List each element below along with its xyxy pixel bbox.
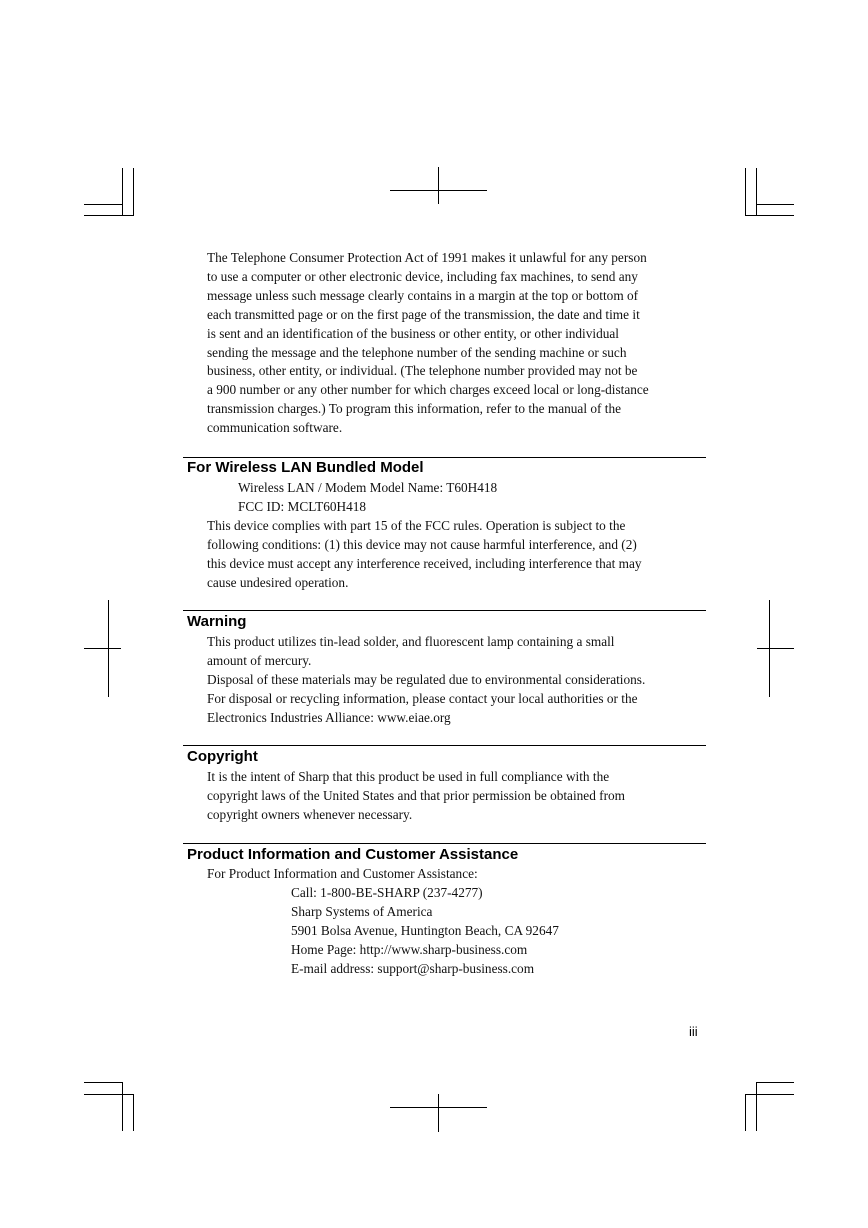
paragraph-line: business, other entity, or individual. (The telephone number provided may not be xyxy=(207,363,638,379)
wireless-model-name: Wireless LAN / Modem Model Name: T60H418 xyxy=(238,480,498,495)
contact-address: 5901 Bolsa Avenue, Huntington Beach, CA 92647 xyxy=(291,923,559,938)
register-mark-left xyxy=(108,600,109,697)
product-info-intro: For Product Information and Customer Assistance: xyxy=(207,866,478,881)
crop-mark-bottom-right xyxy=(745,1094,794,1095)
paragraph-line: It is the intent of Sharp that this product be used in full compliance with the xyxy=(207,769,610,784)
tcpa-paragraph xyxy=(207,249,707,438)
register-mark-bottom xyxy=(438,1094,439,1132)
paragraph-line: following conditions: (1) this device may not cause harmful interference, and (2) xyxy=(207,536,637,552)
crop-mark-bottom-left xyxy=(84,1082,122,1083)
section-divider xyxy=(183,610,706,611)
paragraph-line: This device complies with part 15 of the FCC rules. Operation is subject to the xyxy=(207,518,626,533)
paragraph-line: is sent and an identification of the business or other entity, or other individual xyxy=(207,325,619,341)
paragraph-line: transmission charges.) To program this information, refer to the manual of the xyxy=(207,401,622,417)
paragraph-line: to use a computer or other electronic device, including fax machines, to send any xyxy=(207,268,638,284)
crop-mark-bottom-left xyxy=(122,1082,123,1131)
warning-paragraph xyxy=(207,633,707,728)
copyright-paragraph xyxy=(207,768,707,825)
paragraph-line: communication software. xyxy=(207,420,343,436)
paragraph-line: message unless such message clearly contains in a margin at the top or bottom of xyxy=(207,287,639,303)
contact-company: Sharp Systems of America xyxy=(291,904,433,919)
register-mark-right xyxy=(757,648,794,649)
fcc-id: FCC ID: MCLT60H418 xyxy=(238,499,367,514)
register-mark-right xyxy=(769,600,770,697)
section-divider xyxy=(183,843,706,844)
crop-mark-bottom-right xyxy=(745,1094,746,1131)
paragraph-line: The Telephone Consumer Protection Act of 1991 makes it unlawful for any person xyxy=(207,250,647,265)
paragraph-line: this device must accept any interference received, including interference that may xyxy=(207,555,642,571)
wireless-heading: For Wireless LAN Bundled Model xyxy=(187,459,424,476)
paragraph-line: a 900 number or any other number for which charges exceed local or long-distance xyxy=(207,382,649,398)
crop-mark-top-left xyxy=(122,168,123,216)
paragraph-line: This product utilizes tin-lead solder, and fluorescent lamp containing a small xyxy=(207,634,615,649)
crop-mark-top-left xyxy=(133,168,134,216)
warning-heading: Warning xyxy=(187,613,247,630)
paragraph-line: each transmitted page or on the first page of the transmission, the date and time it xyxy=(207,306,640,322)
crop-mark-bottom-left xyxy=(133,1094,134,1131)
crop-mark-bottom-right xyxy=(756,1082,757,1131)
paragraph-line: copyright laws of the United States and that prior permission be obtained from xyxy=(207,787,626,803)
register-mark-left xyxy=(84,648,121,649)
paragraph-line: Electronics Industries Alliance: www.eiae.org xyxy=(207,709,451,725)
copyright-heading: Copyright xyxy=(187,748,258,765)
crop-mark-top-right xyxy=(745,215,794,216)
paragraph-line: Disposal of these materials may be regulated due to environmental considerations. xyxy=(207,671,646,687)
register-mark-top xyxy=(438,167,439,204)
crop-mark-bottom-left xyxy=(84,1094,134,1095)
section-divider xyxy=(183,457,706,458)
crop-mark-top-left xyxy=(84,215,134,216)
crop-mark-top-left xyxy=(84,204,122,205)
paragraph-line: cause undesired operation. xyxy=(207,574,349,590)
crop-mark-top-right xyxy=(756,168,757,216)
paragraph-line: For disposal or recycling information, please contact your local authorities or the xyxy=(207,690,638,706)
paragraph-line: sending the message and the telephone number of the sending machine or such xyxy=(207,344,627,360)
wireless-paragraph xyxy=(207,517,707,593)
crop-mark-top-right xyxy=(756,204,794,205)
paragraph-line: amount of mercury. xyxy=(207,652,312,668)
contact-email: E-mail address: support@sharp-business.com xyxy=(291,961,535,976)
section-divider xyxy=(183,745,706,746)
crop-mark-top-right xyxy=(745,168,746,216)
contact-phone: Call: 1-800-BE-SHARP (237-4277) xyxy=(291,885,483,900)
paragraph-line: copyright owners whenever necessary. xyxy=(207,806,413,822)
contact-homepage: Home Page: http://www.sharp-business.com xyxy=(291,942,528,957)
product-info-heading: Product Information and Customer Assistance xyxy=(187,846,519,863)
page-number: iii xyxy=(689,1024,698,1039)
crop-mark-bottom-right xyxy=(756,1082,794,1083)
